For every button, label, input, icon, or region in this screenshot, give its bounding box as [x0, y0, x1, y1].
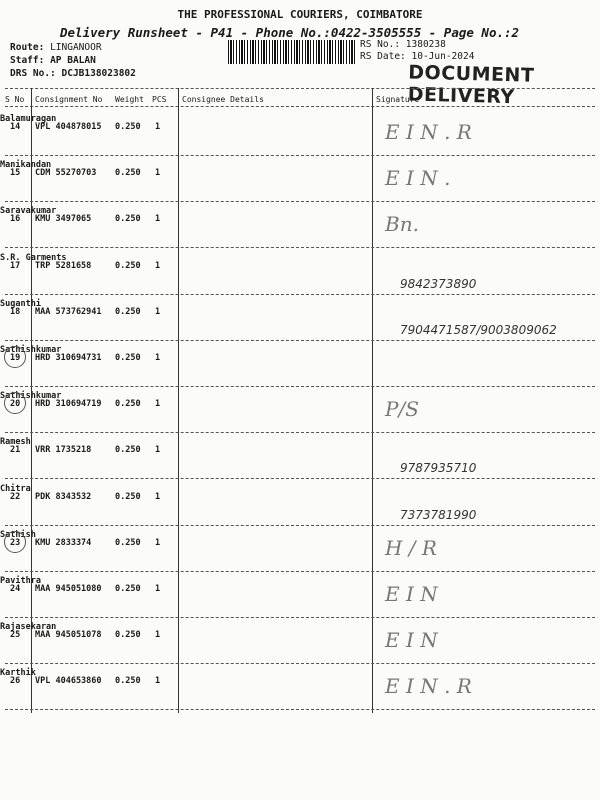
drs-label: DRS No.:: [10, 68, 56, 79]
row-sno: 19: [10, 353, 21, 363]
row-separator: [5, 663, 595, 664]
row-separator: [5, 432, 595, 433]
weight: 0.250: [115, 122, 141, 132]
signature-mark: E I N . R: [385, 674, 472, 699]
weight: 0.250: [115, 676, 141, 687]
weight: 0.250: [115, 630, 141, 641]
weight: 0.250: [115, 353, 141, 363]
signature-phone: 7904471587/9003809062: [400, 322, 557, 337]
signature-mark: E I N .: [385, 166, 451, 191]
handwritten-circle: [4, 531, 26, 553]
weight: 0.250: [115, 445, 141, 456]
weight: 0.250: [115, 214, 141, 225]
drs-value: DCJB138023802: [61, 68, 136, 79]
pcs: 1: [155, 353, 161, 363]
weight: 0.250: [115, 260, 141, 271]
row-separator: [5, 478, 595, 479]
route-value: LINGANOOR: [50, 42, 102, 53]
table-row: [0, 206, 600, 252]
row-separator: [5, 201, 595, 202]
rs-no-label: RS No.:: [360, 39, 401, 50]
row-sno: 20: [10, 399, 21, 410]
col-header-signature: Signature: [376, 95, 420, 104]
weight: 0.250: [115, 168, 141, 179]
row-sno: 21: [10, 445, 21, 456]
row-sno: 16: [10, 214, 21, 225]
rs-date-label: RS Date:: [360, 51, 406, 62]
row-sno: 23: [10, 537, 21, 548]
consignment-no: MAA 945051080: [35, 584, 102, 594]
signature-phone: 9787935710: [400, 461, 477, 476]
handwritten-circle: [4, 392, 26, 414]
row-separator: [5, 386, 595, 387]
row-separator: [5, 617, 595, 618]
consignee-name: Suganthi: [0, 298, 41, 309]
signature-mark: E I N . R: [385, 120, 472, 144]
consignment-no: PDK 8343532: [35, 491, 92, 502]
table-row: [0, 160, 600, 206]
table-row: [0, 253, 600, 299]
signature-mark: Bn.: [385, 212, 419, 237]
consignment-no: MAA 945051078: [35, 630, 102, 641]
runsheet-title: Delivery Runsheet - P41 - Phone No.:0422-3505555 - Page No.:2: [60, 25, 520, 40]
barcode: [228, 40, 356, 64]
weight: 0.250: [115, 399, 141, 410]
pcs: 1: [155, 168, 161, 179]
signature-mark: E I N: [385, 628, 438, 653]
pcs: 1: [155, 214, 161, 225]
consignee-name: Karthik: [0, 668, 36, 679]
staff-line: [10, 55, 96, 66]
table-row: [0, 299, 600, 345]
signature-mark: E I N: [385, 582, 438, 606]
consignee-name: Sathish: [0, 529, 36, 540]
row-separator: [5, 571, 595, 572]
consignment-no: VRR 1735218: [35, 445, 92, 456]
col-header-consignee: Consignee Details: [182, 95, 264, 104]
signature-mark: P/S: [385, 397, 419, 422]
table-row: [0, 576, 600, 622]
consignee-name: Manikandan: [0, 160, 52, 171]
table-row: [0, 114, 600, 160]
row-sno: 26: [10, 676, 21, 687]
row-sno: 17: [10, 260, 21, 271]
row-sno: 15: [10, 168, 21, 179]
pcs: 1: [155, 491, 161, 502]
staff-label: Staff:: [10, 55, 45, 66]
table-row: [0, 484, 600, 530]
consignee-name: Balamuragan: [0, 114, 57, 124]
pcs: 1: [155, 260, 161, 271]
handwritten-circle: [4, 346, 26, 368]
pcs: 1: [155, 306, 161, 317]
consignment-no: KMU 2833374: [35, 537, 92, 548]
col-header-consignment: Consignment No: [35, 95, 103, 104]
pcs: 1: [155, 445, 161, 456]
row-sno: 25: [10, 630, 21, 641]
row-sno: 24: [10, 584, 21, 594]
col-header-weight: Weight: [115, 95, 144, 104]
table-top-rule: [5, 88, 595, 89]
consignment-no: TRP 5281658: [35, 260, 92, 271]
consignee-name: Chitra: [0, 483, 31, 494]
pcs: 1: [155, 676, 161, 687]
consignee-name: Sathishkumar: [0, 391, 62, 402]
table-row: [0, 345, 600, 391]
consignee-name: Sathishkumar: [0, 345, 62, 355]
pcs: 1: [155, 122, 161, 132]
row-separator: [5, 294, 595, 295]
consignee-name: Ramesh: [0, 437, 31, 448]
row-sno: 22: [10, 491, 21, 502]
row-sno: 18: [10, 306, 21, 317]
header-bottom-rule: [5, 106, 595, 107]
col-header-pcs: PCS: [152, 95, 167, 104]
signature-phone: 7373781990: [400, 507, 477, 522]
pcs: 1: [155, 584, 161, 594]
consignment-no: HRD 310694731: [35, 353, 102, 363]
rs-no-value: 1380238: [405, 39, 446, 50]
table-row: [0, 622, 600, 668]
consignee-name: S.R. Garments: [0, 252, 67, 263]
table-row: [0, 530, 600, 576]
consignment-no: CDM 55270703: [35, 168, 97, 179]
consignment-no: VPL 404878015: [35, 122, 102, 132]
signature-mark: H / R: [385, 535, 437, 560]
row-sno: 14: [10, 122, 21, 132]
document-delivery-stamp: DOCUMENT DELIVERY: [407, 61, 535, 109]
consignee-name: Rajasekaran: [0, 622, 57, 633]
rs-date-line: [360, 51, 474, 62]
weight: 0.250: [115, 537, 141, 548]
route-line: [10, 42, 102, 53]
weight: 0.250: [115, 584, 141, 594]
consignee-name: Saravakumar: [0, 206, 57, 217]
route-label: Route:: [10, 42, 45, 53]
consignment-no: KMU 3497065: [35, 214, 92, 225]
row-separator: [5, 155, 595, 156]
consignment-no: MAA 573762941: [35, 306, 102, 317]
table-row: [0, 437, 600, 483]
row-separator: [5, 709, 595, 710]
company-name: THE PROFESSIONAL COURIERS, COIMBATORE: [177, 8, 423, 21]
consignment-no: HRD 310694719: [35, 399, 102, 410]
pcs: 1: [155, 399, 161, 410]
weight: 0.250: [115, 491, 141, 502]
rs-date-value: 10-Jun-2024: [411, 51, 475, 62]
pcs: 1: [155, 630, 161, 641]
rs-no-line: [360, 39, 446, 50]
consignment-no: VPL 404653860: [35, 676, 102, 687]
consignee-name: Pavithra: [0, 576, 41, 586]
table-row: [0, 668, 600, 714]
signature-phone: 9842373890: [400, 276, 477, 291]
row-separator: [5, 247, 595, 248]
staff-value: AP BALAN: [50, 55, 96, 66]
row-separator: [5, 340, 595, 341]
table-row: [0, 391, 600, 437]
weight: 0.250: [115, 306, 141, 317]
row-separator: [5, 525, 595, 526]
drs-line: [10, 68, 136, 79]
pcs: 1: [155, 537, 161, 548]
col-header-sno: S No: [5, 95, 25, 104]
